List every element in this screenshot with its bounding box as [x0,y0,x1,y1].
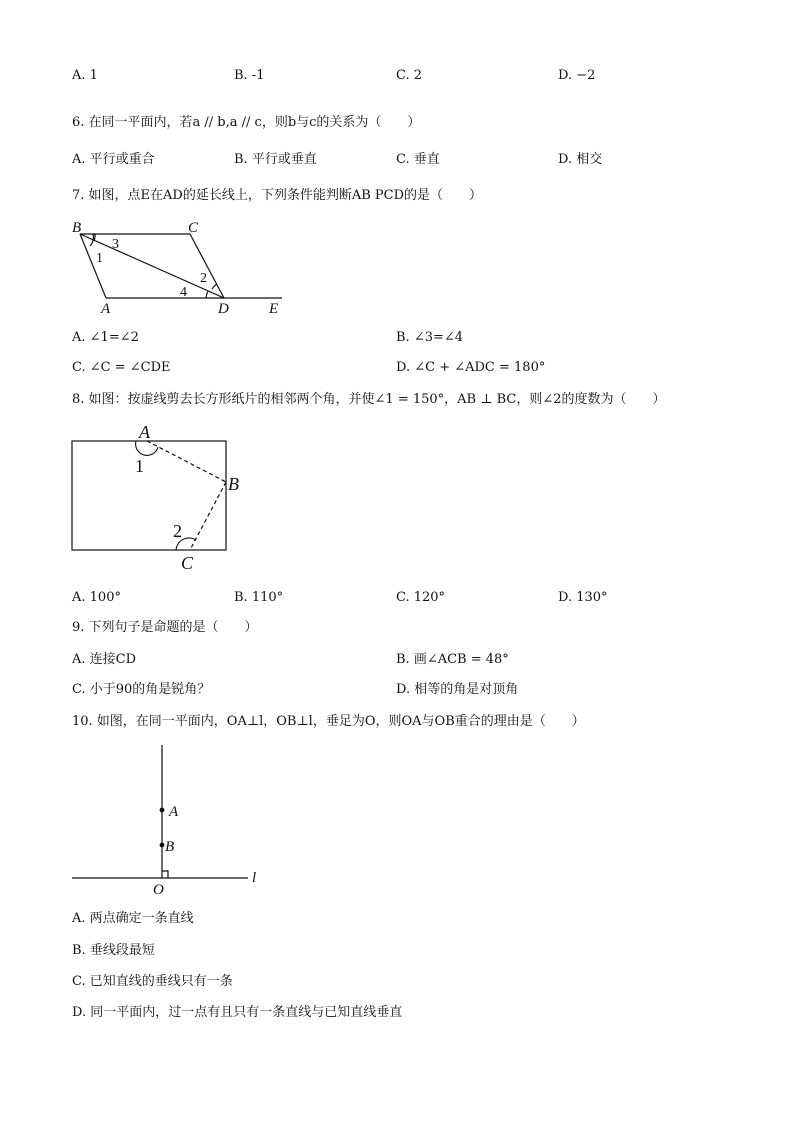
q8-option-c: C. 120° [396,590,446,605]
q7-label-1: 1 [96,251,103,266]
q6-option-b: B. 平行或垂直 [234,152,317,167]
q10-label-l: l [252,870,257,886]
q8-option-b: B. 110° [234,590,284,605]
q9-option-b: B. 画∠ACB = 48° [396,652,509,667]
q8-label-c: C [181,553,194,573]
q7-stem: 7. 如图，点E在AD的延长线上，下列条件能判断AB PCD的是（ ） [72,188,483,203]
q5-option-d: D. −2 [558,68,596,83]
q10-option-c: C. 已知直线的垂线只有一条 [72,974,233,989]
q8-label-1: 1 [135,456,144,476]
q10-label-o: O [153,882,164,898]
q8-option-d: D. 130° [558,590,608,605]
q10-label-a: A [169,804,179,820]
q7-label-b: B [72,220,82,236]
q10-option-d: D. 同一平面内，过一点有且只有一条直线与已知直线垂直 [72,1005,403,1020]
q7-option-b: B. ∠3=∠4 [396,330,464,345]
q10-stem: 10. 如图，在同一平面内，OA⊥l，OB⊥l，垂足为O，则OA与OB重合的理由是（ ） [72,714,585,729]
q7-label-c: C [188,220,199,236]
q8-label-a: A [139,422,150,442]
q9-option-c: C. 小于90的角是锐角？ [72,682,211,697]
q6-option-a: A. 平行或重合 [72,152,155,167]
q7-label-d: D [218,301,229,317]
q8-option-a: A. 100° [72,590,121,605]
q7-label-a: A [101,301,111,317]
q7-label-3: 3 [112,237,119,252]
q7-label-e: E [269,301,279,317]
q6-stem: 6. 在同一平面内，若a // b,a // c，则b与c的关系为（ ） [72,115,421,130]
q8-label-2: 2 [173,521,182,541]
q10-label-b: B [165,839,175,855]
q5-option-a: A. 1 [72,68,98,83]
q5-option-c: C. 2 [396,68,423,83]
q10-option-b: B. 垂线段最短 [72,943,155,958]
q10-right-angle-mark [162,871,168,878]
q8-stem: 8. 如图：按虚线剪去长方形纸片的相邻两个角，并使∠1 = 150°，AB ⊥ BC，则∠2的度数为（ ） [72,392,666,407]
q6-option-d: D. 相交 [558,152,603,167]
q5-option-b: B. -1 [234,68,265,83]
q9-stem: 9. 下列句子是命题的是（ ） [72,620,258,635]
q10-option-a: A. 两点确定一条直线 [72,911,194,926]
q7-option-c: C. ∠C = ∠CDE [72,360,171,375]
q7-label-4: 4 [180,285,187,300]
q8-label-b: B [228,474,239,494]
q9-option-d: D. 相等的角是对顶角 [396,682,519,697]
q7-label-2: 2 [200,271,207,286]
q7-option-d: D. ∠C + ∠ADC = 180° [396,360,546,375]
q7-option-a: A. ∠1=∠2 [72,330,139,345]
q10-point-b [160,843,165,848]
q6-option-c: C. 垂直 [396,152,440,167]
q10-point-a [160,808,165,813]
q9-option-a: A. 连接CD [72,652,137,667]
